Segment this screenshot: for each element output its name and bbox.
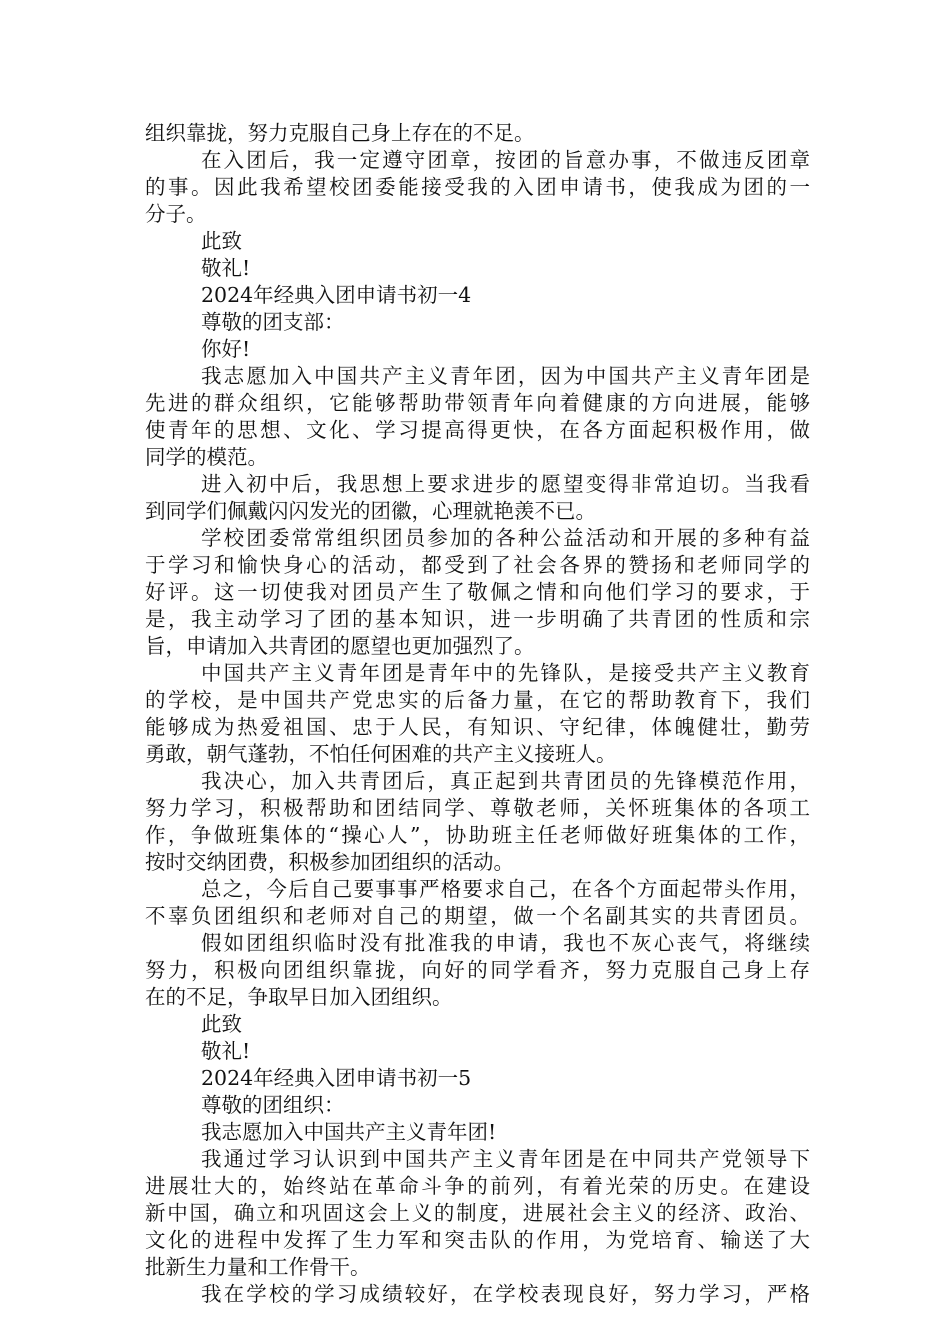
- text-line: 于学习和愉快身心的活动，都受到了社会各界的赞扬和老师同学的: [145, 553, 810, 577]
- text-line: 假如团组织临时没有批准我的申请，我也不灰心丧气，将继续: [201, 931, 810, 955]
- text-line: 我决心，加入共青团后，真正起到共青团员的先锋模范作用，: [201, 769, 810, 793]
- text-line: 我通过学习认识到中国共产主义青年团是在中同共产党领导下: [201, 1147, 810, 1171]
- text-line: 先进的群众组织，它能够帮助带领青年向着健康的方向进展，能够: [145, 391, 810, 415]
- text-line: 在入团后，我一定遵守团章，按团的旨意办事，不做违反团章: [201, 148, 810, 172]
- text-line: 使青年的思想、文化、学习提高得更快，在各方面起积极作用，做: [145, 418, 810, 442]
- text-line: 组织靠拢，努力克服自己身上存在的不足。: [145, 121, 535, 145]
- text-line: 新中国，确立和巩固这会上义的制度，进展社会主义的经济、政治、: [145, 1201, 810, 1225]
- text-line: 2024年经典入团申请书初一4: [201, 283, 472, 307]
- text-line: 我在学校的学习成绩较好，在学校表现良好，努力学习，严格: [201, 1282, 810, 1306]
- text-line: 敬礼!: [201, 1039, 251, 1063]
- text-line: 旨，申请加入共青团的愿望也更加强烈了。: [145, 634, 535, 658]
- text-line: 我志愿加入中国共产主义青年团，因为中国共产主义青年团是: [201, 364, 810, 388]
- text-line: 按时交纳团费，积极参加团组织的活动。: [145, 850, 514, 874]
- text-line: 勇敢，朝气蓬勃，不怕任何困难的共产主义接班人。: [145, 742, 617, 766]
- text-line: 尊敬的团支部：: [201, 310, 345, 334]
- text-line: 我志愿加入中国共产主义青年团!: [201, 1120, 497, 1144]
- text-line: 分子。: [145, 202, 207, 226]
- text-line: 的事。因此我希望校团委能接受我的入团申请书，使我成为团的一: [145, 175, 810, 199]
- text-line: 作，争做班集体的“操心人”，协助班主任老师做好班集体的工作，: [145, 823, 810, 847]
- text-line: 在的不足，争取早日加入团组织。: [145, 985, 453, 1009]
- text-line: 努力，积极向团组织靠拢，向好的同学看齐，努力克服自己身上存: [145, 958, 810, 982]
- text-line: 能够成为热爱祖国、忠于人民，有知识、守纪律，体魄健壮，勤劳: [145, 715, 810, 739]
- document-page: [145, 120, 810, 1308]
- text-line: 努力学习，积极帮助和团结同学、尊敬老师，关怀班集体的各项工: [145, 796, 810, 820]
- text-line: 是，我主动学习了团的基本知识，进一步明确了共青团的性质和宗: [145, 607, 810, 631]
- text-line: 批新生力量和工作骨干。: [145, 1255, 371, 1279]
- text-line: 你好!: [201, 337, 251, 361]
- text-line: 进展壮大的，始终站在革命斗争的前列，有着光荣的历史。在建设: [145, 1174, 810, 1198]
- text-line: 不辜负团组织和老师对自己的期望，做一个名副其实的共青团员。: [145, 904, 810, 928]
- text-line: 文化的进程中发挥了生力军和突击队的作用，为党培育、输送了大: [145, 1228, 810, 1252]
- text-line: 此致: [201, 1012, 242, 1036]
- text-line: 2024年经典入团申请书初一5: [201, 1066, 472, 1090]
- text-line: 尊敬的团组织：: [201, 1093, 345, 1117]
- text-line: 学校团委常常组织团员参加的各种公益活动和开展的多种有益: [201, 526, 810, 550]
- text-line: 同学的模范。: [145, 445, 268, 469]
- text-line: 的学校，是中国共产党忠实的后备力量，在它的帮助教育下，我们: [145, 688, 810, 712]
- text-line: 到同学们佩戴闪闪发光的团徽，心理就艳羡不已。: [145, 499, 596, 523]
- text-line: 进入初中后，我思想上要求进步的愿望变得非常迫切。当我看: [201, 472, 810, 496]
- text-line: 好评。这一切使我对团员产生了敬佩之情和向他们学习的要求，于: [145, 580, 810, 604]
- text-line: 中国共产主义青年团是青年中的先锋队，是接受共产主义教育: [201, 661, 810, 685]
- text-line: 总之，今后自己要事事严格要求自己，在各个方面起带头作用，: [201, 877, 810, 901]
- text-line: 敬礼!: [201, 256, 251, 280]
- text-line: 此致: [201, 229, 242, 253]
